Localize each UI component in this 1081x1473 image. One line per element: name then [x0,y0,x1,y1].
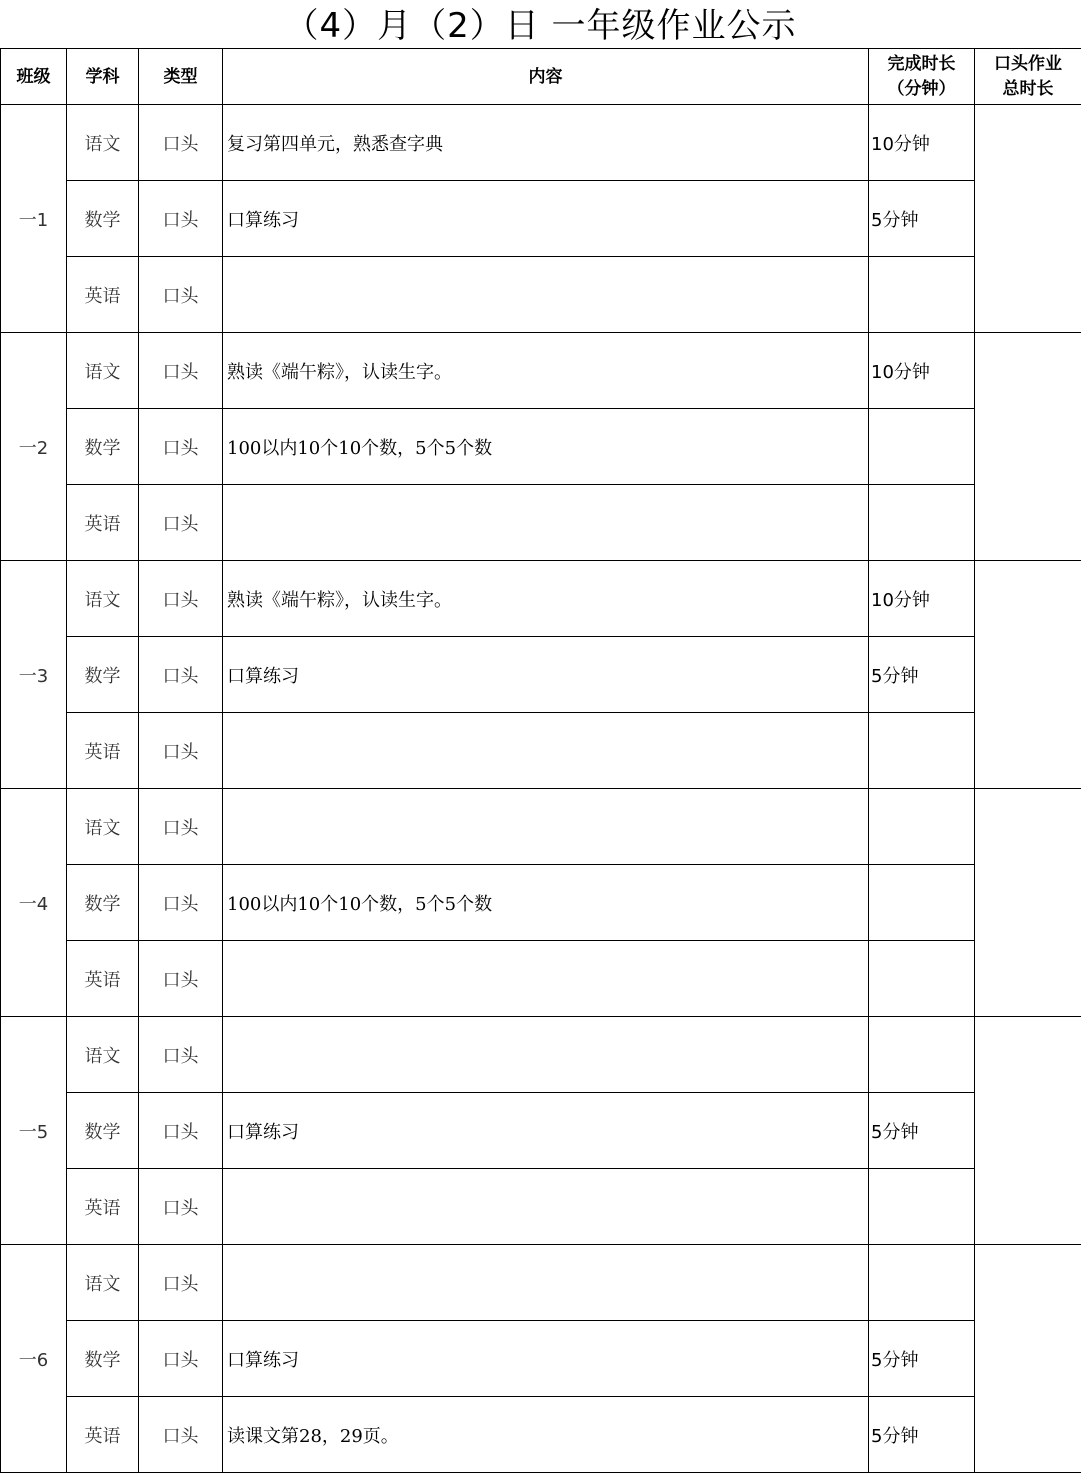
table-row [1,941,1081,1017]
content-cell [223,485,869,561]
subject-cell: 英语 [67,941,139,1017]
duration-cell: 5分钟 [869,181,975,257]
type-cell: 口头 [139,181,223,257]
content-cell [223,713,869,789]
type-cell: 口头 [139,941,223,1017]
table-row [1,1321,1081,1397]
type-cell: 口头 [139,713,223,789]
content-cell: 熟读《端午粽》，认读生字。 [223,333,869,409]
duration-cell [869,713,975,789]
subject-cell: 语文 [67,561,139,637]
duration-cell [869,1017,975,1093]
content-cell [223,1245,869,1321]
header-row [1,49,1081,105]
header-total [975,49,1081,105]
table-row [1,105,1081,181]
table-row [1,789,1081,865]
table-row [1,1245,1081,1321]
header-subject: 学科 [67,49,139,105]
content-cell [223,257,869,333]
type-cell: 口头 [139,1321,223,1397]
duration-cell [869,941,975,1017]
duration-cell: 5分钟 [869,1397,975,1473]
type-cell: 口头 [139,1245,223,1321]
table-row [1,181,1081,257]
table-row [1,865,1081,941]
subject-cell: 数学 [67,865,139,941]
type-cell: 口头 [139,333,223,409]
subject-cell: 语文 [67,105,139,181]
subject-cell: 数学 [67,637,139,713]
total-duration-cell [975,789,1081,1017]
content-cell: 100以内10个10个数，5个5个数 [223,409,869,485]
duration-cell [869,789,975,865]
duration-cell: 10分钟 [869,333,975,409]
type-cell: 口头 [139,1093,223,1169]
type-cell: 口头 [139,409,223,485]
content-cell [223,941,869,1017]
subject-cell: 语文 [67,789,139,865]
total-duration-cell [975,333,1081,561]
header-total-line2: 总时长 [1002,78,1054,99]
homework-table [0,48,1081,1473]
class-name-cell: 一6 [1,1245,67,1473]
total-duration-cell [975,561,1081,789]
content-cell: 口算练习 [223,1321,869,1397]
table-row [1,1017,1081,1093]
subject-cell: 语文 [67,1017,139,1093]
class-name-cell: 一2 [1,333,67,561]
type-cell: 口头 [139,561,223,637]
content-cell: 100以内10个10个数，5个5个数 [223,865,869,941]
header-type: 类型 [139,49,223,105]
total-duration-cell [975,1245,1081,1473]
subject-cell: 英语 [67,485,139,561]
table-row [1,561,1081,637]
duration-cell [869,1245,975,1321]
subject-cell: 英语 [67,257,139,333]
page-title: （4）月（2）日 一年级作业公示 [284,6,797,46]
content-cell: 熟读《端午粽》，认读生字。 [223,561,869,637]
class-name-cell: 一5 [1,1017,67,1245]
type-cell: 口头 [139,105,223,181]
duration-cell [869,485,975,561]
duration-cell [869,1169,975,1245]
subject-cell: 数学 [67,181,139,257]
table-row [1,1093,1081,1169]
subject-cell: 语文 [67,333,139,409]
class-name-cell: 一4 [1,789,67,1017]
subject-cell: 数学 [67,409,139,485]
duration-cell: 5分钟 [869,637,975,713]
duration-cell: 10分钟 [869,105,975,181]
header-content: 内容 [223,49,869,105]
type-cell: 口头 [139,1017,223,1093]
type-cell: 口头 [139,865,223,941]
type-cell: 口头 [139,1169,223,1245]
subject-cell: 数学 [67,1321,139,1397]
table-row [1,637,1081,713]
total-duration-cell [975,1017,1081,1245]
class-name-cell: 一1 [1,105,67,333]
subject-cell: 语文 [67,1245,139,1321]
subject-cell: 数学 [67,1093,139,1169]
header-class: 班级 [1,49,67,105]
table-row [1,409,1081,485]
type-cell: 口头 [139,257,223,333]
duration-cell [869,409,975,485]
content-cell [223,789,869,865]
content-cell: 复习第四单元，熟悉查字典 [223,105,869,181]
table-row [1,485,1081,561]
subject-cell: 英语 [67,1169,139,1245]
content-cell [223,1169,869,1245]
content-cell [223,1017,869,1093]
duration-cell [869,865,975,941]
duration-cell: 5分钟 [869,1093,975,1169]
header-duration [869,49,975,105]
content-cell: 读课文第28，29页。 [223,1397,869,1473]
table-row [1,257,1081,333]
header-duration-line2: （分钟） [887,78,956,99]
content-cell: 口算练习 [223,181,869,257]
table-row [1,713,1081,789]
type-cell: 口头 [139,789,223,865]
type-cell: 口头 [139,637,223,713]
header-total-line1: 口头作业 [994,53,1062,74]
duration-cell [869,257,975,333]
table-row [1,333,1081,409]
table-row [1,1169,1081,1245]
type-cell: 口头 [139,1397,223,1473]
duration-cell: 5分钟 [869,1321,975,1397]
duration-cell: 10分钟 [869,561,975,637]
class-name-cell: 一3 [1,561,67,789]
content-cell: 口算练习 [223,1093,869,1169]
table-row [1,1397,1081,1473]
total-duration-cell [975,105,1081,333]
header-duration-line1: 完成时长 [887,53,956,74]
subject-cell: 英语 [67,1397,139,1473]
subject-cell: 英语 [67,713,139,789]
table-body [1,105,1081,1473]
type-cell: 口头 [139,485,223,561]
content-cell: 口算练习 [223,637,869,713]
